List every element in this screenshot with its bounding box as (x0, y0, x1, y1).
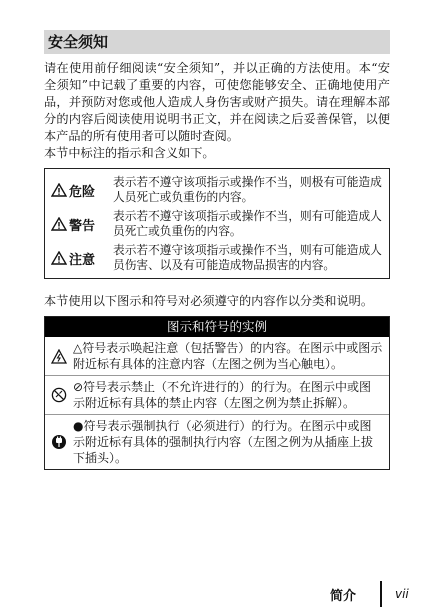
intro-paragraph: 请在使用前仔细阅读“安全须知”，并以正确的方法使用。本“安全须知”中记载了重要的内容，可使您能够安全、正确地使用产品，并预防对您或他人造成人身伤害或财产损失。请在理解本部分的内容后阅读使用说明书正文，并在阅读之后妥善保管，以便本产品的所有使用者可以随时查阅。 (44, 61, 390, 143)
warning-triangle-icon (51, 251, 67, 265)
warning-label: 注意 (69, 252, 96, 268)
symbols-intro: 本节使用以下图示和符号对必须遵守的内容作以分类和说明。 (44, 294, 374, 308)
safety-page (44, 30, 390, 470)
warning-row-caution (51, 241, 383, 275)
warning-description: 表示若不遵守该项指示或操作不当，则有可能造成人员伤害、以及有可能造成物品损害的内容。 (113, 243, 382, 272)
example-description: ●符号表示强制执行（必须进行）的行为。在图示中或图示附近标有具体的强制执行内容（左图之例为从插座上拔下插头）。 (73, 419, 374, 465)
caution-triangle-icon (51, 349, 67, 364)
intro-text (44, 60, 390, 162)
footer-section-title: 简介 (330, 589, 357, 604)
warning-row-danger (51, 173, 383, 207)
warning-label: 警告 (69, 218, 96, 234)
example-description: ⊘符号表示禁止（不允许进行的）的行为。在图示中或图示附近标有具体的禁止内容（左图之例为禁止拆解）。 (73, 380, 372, 410)
warning-description: 表示若不遵守该项指示或操作不当，则有可能造成人员死亡或负重伤的内容。 (113, 209, 382, 238)
symbol-examples-box (44, 316, 390, 470)
warning-triangle-icon (51, 183, 67, 197)
warning-description: 表示若不遵守该项指示或操作不当，则极有可能造成人员死亡或负重伤的内容。 (113, 175, 382, 204)
page-number: vii (395, 587, 409, 601)
footer-divider (380, 581, 382, 607)
example-row (45, 414, 389, 469)
warning-label: 危险 (69, 184, 96, 200)
example-description: △符号表示唤起注意（包括警告）的内容。在图示中或图示附近标有具体的注意内容（左图之例为当心触电）。 (73, 341, 383, 371)
example-row (45, 337, 389, 375)
prohibition-icon (51, 387, 67, 403)
examples-title: 图示和符号的实例 (45, 317, 389, 337)
intro-paragraph: 本节中标注的指示和含义如下。 (44, 146, 215, 160)
warning-levels-box (44, 168, 390, 279)
section-title: 安全须知 (44, 30, 390, 54)
warning-triangle-icon (51, 217, 67, 231)
warning-row-warning (51, 207, 383, 241)
example-row (45, 375, 389, 414)
mandatory-icon (51, 434, 67, 450)
